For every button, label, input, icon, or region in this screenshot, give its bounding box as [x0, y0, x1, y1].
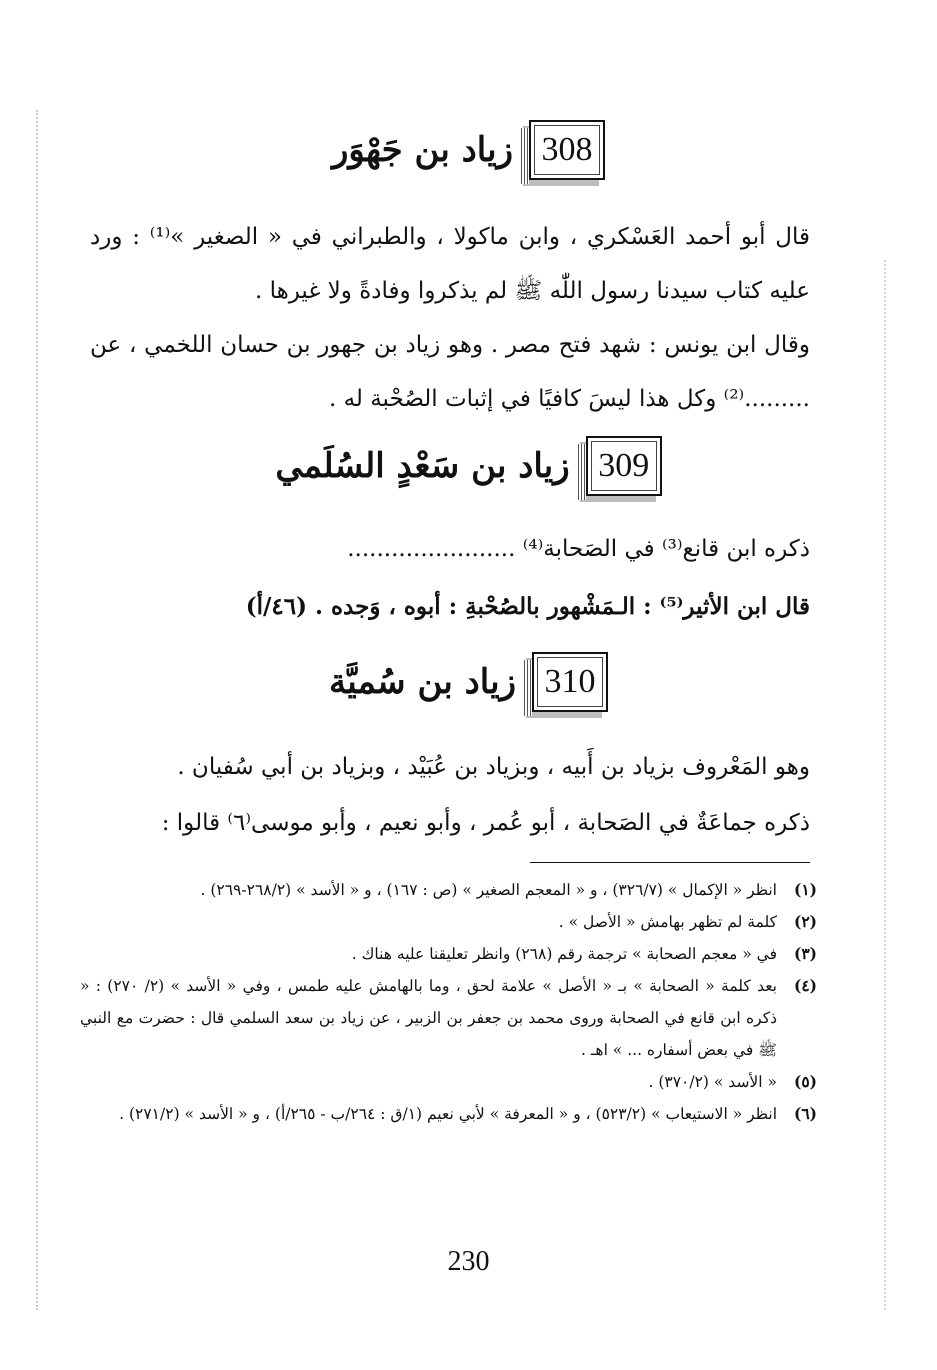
entry-title: زياد بن جَهْوَر	[331, 130, 514, 170]
entry-number-box: 308	[529, 120, 605, 180]
entry-number-box: 310	[532, 652, 608, 712]
scan-margin-dots-right	[884, 260, 886, 1310]
footnote-number: (٣)	[793, 944, 817, 963]
footnote	[80, 906, 817, 938]
paragraph: ذكره ابن قانع⁽³⁾ في الصَحابة⁽⁴⁾ .......................	[347, 536, 810, 562]
footnote-text: بعد كلمة « الصحابة » بـ « الأصل » علامة لحق ، وما بالهامش عليه طمس ، وفي « الأسد » (٢/ ٢٧٠) : « ذكره ابن قانع في الصحابة وروى محمد بن جعفر بن الزبير ، عن زياد بن سعد السلمي قال : حضرت مع النبي ﷺ في بعض أسفاره ... » اهـ .	[80, 977, 777, 1059]
footnote-number: (٥)	[793, 1072, 817, 1091]
footnote-text: انظر « الاستيعاب » (٥٢٣/٢) ، و « المعرفة » لأبي نعيم (١/ق : ٢٦٤/ب - ٢٦٥/أ) ، و « الأسد » (٢٧١/٢) .	[119, 1105, 777, 1123]
footnote-text: كلمة لم تظهر بهامش « الأصل » .	[558, 913, 777, 931]
footnote	[80, 970, 817, 1066]
footnote-text: « الأسد » (٣٧٠/٢) .	[648, 1073, 777, 1091]
footnote-text: انظر « الإكمال » (٣٢٦/٧) ، و « المعجم الصغير » (ص : ١٦٧) ، و « الأسد » (٢٦٨/٢-٢٦٩) .	[200, 881, 777, 899]
footnote-number: (٤)	[793, 976, 817, 995]
footnote-separator	[530, 862, 810, 863]
paragraph: قال ابن الأثير⁽⁵⁾ : الـمَشْهور بالصُحْبةِ : أبوه ، وَجده . (٤٦/أ)	[245, 593, 810, 620]
footnote	[80, 874, 817, 906]
footnote	[80, 1066, 817, 1098]
footnote-number: (١)	[793, 880, 817, 899]
footnote	[80, 1098, 817, 1130]
paragraph: قال أبو أحمد العَسْكري ، وابن ماكولا ، والطبراني في « الصغير »⁽¹⁾ : ورد عليه كتاب سيدنا رسول اللّٰه ﷺ لم يذكروا وفادةً ولا غيرها .	[90, 224, 810, 304]
paragraph: وهو المَعْروف بزياد بن أَبيه ، وبزياد بن عُبَيْد ، وبزياد بن أبي سُفيان .	[177, 754, 810, 780]
footnote	[80, 938, 817, 970]
entry-header-310	[0, 652, 937, 712]
entry-number-box: 309	[586, 436, 662, 496]
page-number: 230	[447, 1246, 490, 1277]
entry-title: زياد بن سَعْدٍ السُلَمي	[275, 446, 570, 486]
footnote-number: (٢)	[793, 912, 817, 931]
entry-title: زياد بن سُميَّة	[328, 662, 517, 702]
paragraph: وقال ابن يونس : شهد فتح مصر . وهو زياد بن جهور بن حسان اللخمي ، عن .........⁽²⁾ وكل هذا ليسَ كافيًا في إثبات الصُحْبة له .	[90, 332, 810, 412]
footnote-text: في « معجم الصحابة » ترجمة رقم (٢٦٨) وانظر تعليقنا عليه هناك .	[351, 945, 777, 963]
paragraph: ذكره جماعَةٌ في الصَحابة ، أبو عُمر ، وأبو نعيم ، وأبو موسى⁽٦⁾ قالوا :	[161, 810, 810, 836]
footnotes	[80, 874, 817, 1130]
footnote-number: (٦)	[793, 1104, 817, 1123]
entry-header-309	[0, 436, 937, 496]
entry-header-308	[0, 120, 937, 180]
